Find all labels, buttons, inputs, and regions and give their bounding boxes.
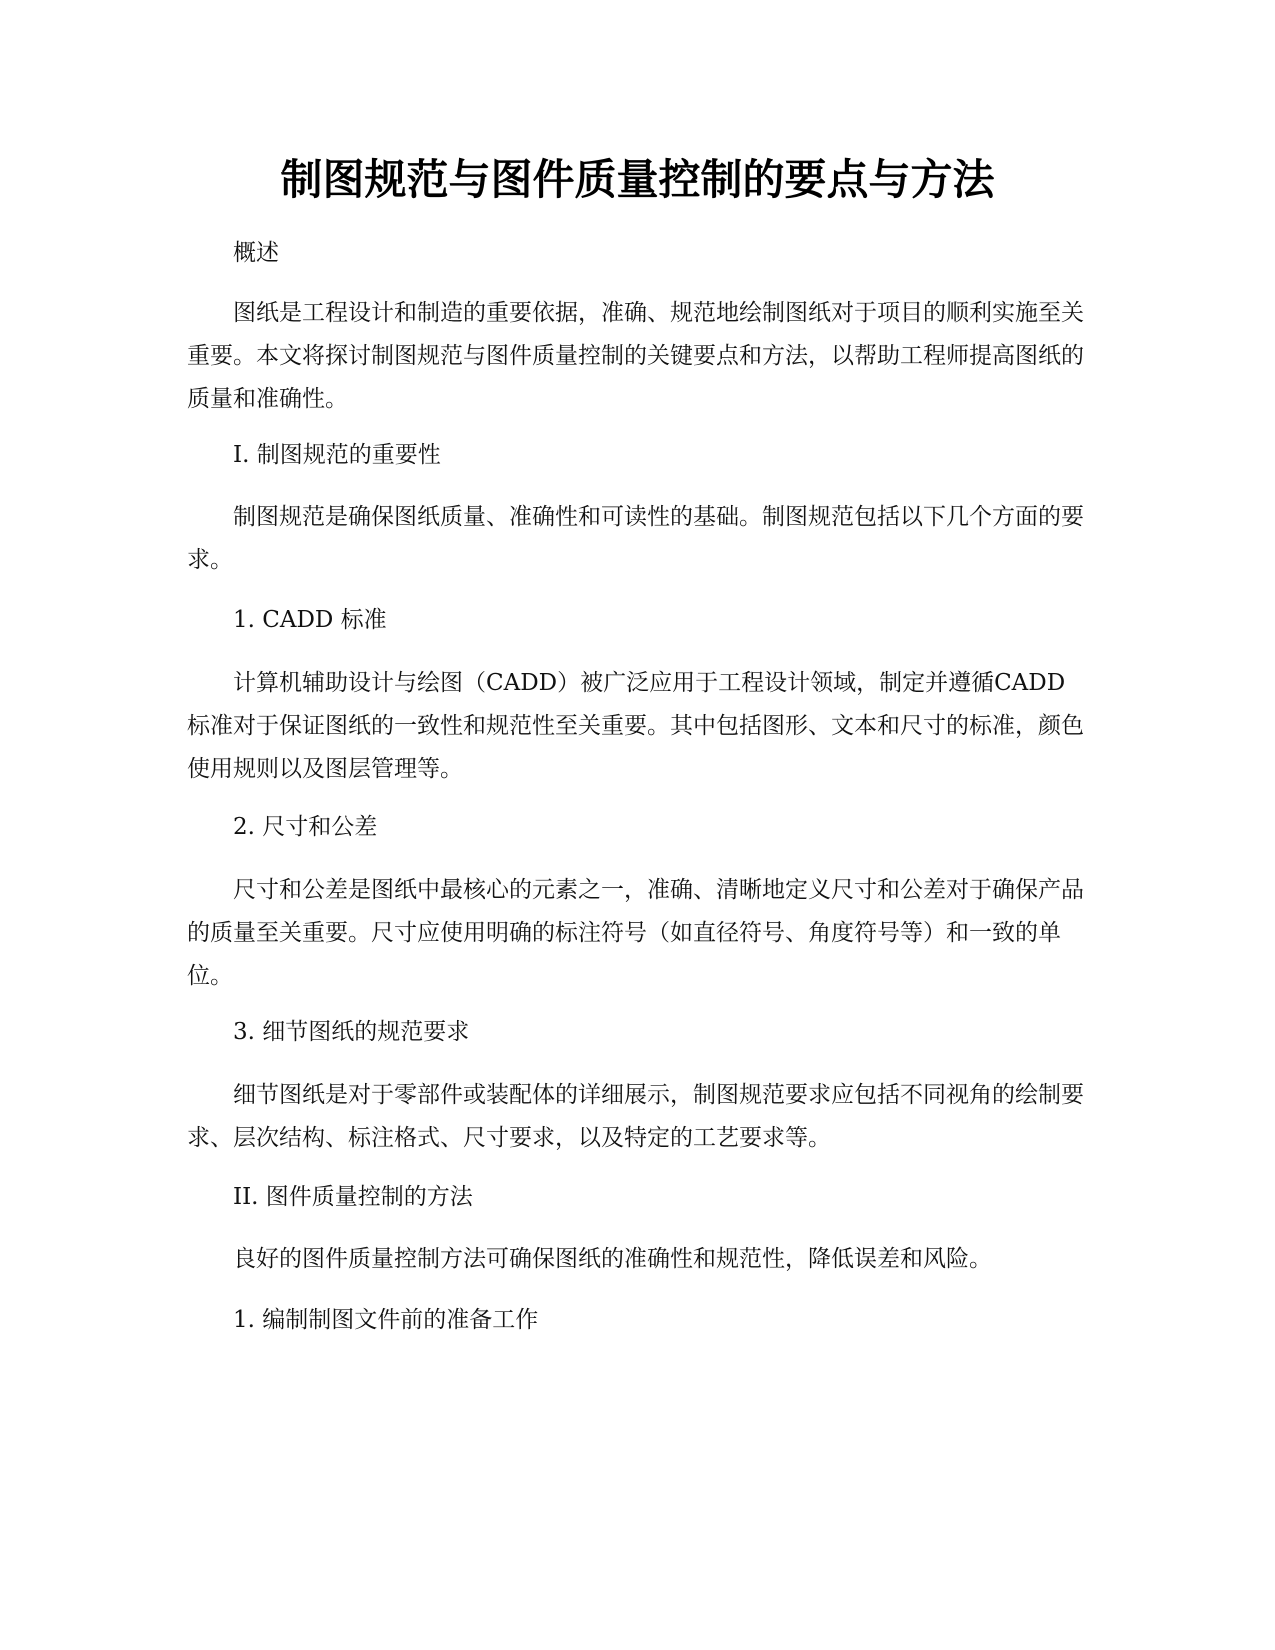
overview-paragraph: 图纸是工程设计和制造的重要依据，准确、规范地绘制图纸对于项目的顺利实施至关重要。本文将探讨制图规范与图件质量控制的关键要点和方法，以帮助工程师提高图纸的质量和准确性。 [187,300,1084,412]
section-1-2-heading: 2. 尺寸和公差 [233,814,378,840]
section-1-paragraph: 制图规范是确保图纸质量、准确性和可读性的基础。制图规范包括以下几个方面的要求。 [187,504,1084,573]
section-1-1-heading: 1. CADD 标准 [233,607,387,633]
document-title: 制图规范与图件质量控制的要点与方法 [280,155,995,204]
section-2-1-heading: 1. 编制制图文件前的准备工作 [233,1307,539,1333]
overview-heading: 概述 [233,240,279,266]
section-1-1-paragraph: 计算机辅助设计与绘图（CADD）被广泛应用于工程设计领域，制定并遵循CADD 标准对于保证图纸的一致性和规范性至关重要。其中包括图形、文本和尺寸的标准，颜色使用规则以及图层管理等。 [187,670,1084,782]
section-1-3-paragraph: 细节图纸是对于零部件或装配体的详细展示，制图规范要求应包括不同视角的绘制要求、层次结构、标注格式、尺寸要求，以及特定的工艺要求等。 [187,1082,1084,1151]
section-2-heading: II. 图件质量控制的方法 [233,1184,473,1210]
section-1-3-heading: 3. 细节图纸的规范要求 [233,1019,470,1045]
section-1-2-paragraph: 尺寸和公差是图纸中最核心的元素之一，准确、清晰地定义尺寸和公差对于确保产品的质量至关重要。尺寸应使用明确的标注符号（如直径符号、角度符号等）和一致的单位。 [187,877,1084,989]
section-2-paragraph: 良好的图件质量控制方法可确保图纸的准确性和规范性，降低误差和风险。 [233,1246,992,1272]
section-1-heading: I. 制图规范的重要性 [233,442,441,468]
